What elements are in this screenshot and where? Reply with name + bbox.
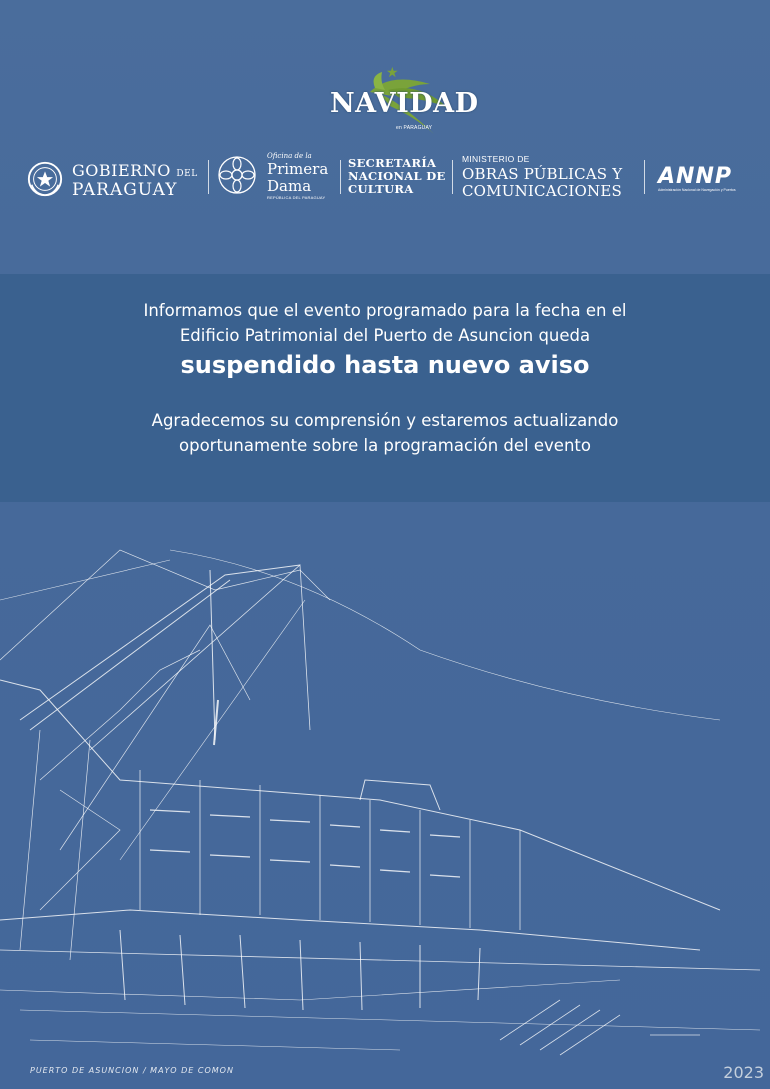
navidad-wordmark: NAVIDAD <box>330 88 479 119</box>
primera-dama-line4: REPÚBLICA DEL PARAGUAY <box>267 195 326 200</box>
gobierno-line2: PARAGUAY <box>72 180 178 200</box>
logo-divider <box>340 160 341 194</box>
logo-divider <box>452 160 453 194</box>
notice-line1: Informamos que el evento programado para la fecha en el <box>143 301 627 320</box>
primera-dama-logo <box>217 150 337 204</box>
gobierno-logo <box>24 156 204 198</box>
port-building-sketch <box>0 530 770 1089</box>
gobierno-line1: GOBIERNO DEL <box>72 161 198 180</box>
notice-line2: Edificio Patrimonial del Puerto de Asuncion queda <box>179 326 591 345</box>
secretaria-line2: NACIONAL DE <box>348 169 446 183</box>
notice-line3: Agradecemos su comprensión y estaremos actualizando <box>151 411 619 430</box>
logo-divider <box>644 160 645 194</box>
mopc-line1: MINISTERIO DE <box>462 154 530 164</box>
secretaria-cultura-logo <box>348 157 458 199</box>
annp-subtitle: Administración Nacional de Navegación y Puertos <box>658 188 736 192</box>
annp-wordmark: ANNP <box>658 164 732 189</box>
notice-closing <box>0 408 770 458</box>
institution-logos <box>24 150 746 204</box>
secretaria-line3: CULTURA <box>348 182 414 196</box>
annp-logo <box>654 160 744 194</box>
star-icon: ★ <box>386 64 399 80</box>
logo-divider <box>208 160 209 194</box>
mopc-line2: OBRAS PÚBLICAS Y <box>462 165 623 183</box>
national-seal-icon <box>26 160 64 198</box>
mopc-logo <box>462 154 642 200</box>
navidad-subtitle: en PARAGUAY <box>396 125 433 131</box>
mopc-line3: COMUNICACIONES <box>462 182 622 200</box>
secretaria-line1: SECRETARÍA <box>348 156 437 170</box>
navidad-logo <box>330 62 479 140</box>
notice-line4: oportunamente sobre la programación del evento <box>179 436 591 455</box>
notice-intro <box>0 298 770 348</box>
primera-dama-line3: Dama <box>267 177 312 195</box>
notice-band <box>0 274 770 502</box>
primera-dama-line1: Oficina de la <box>267 152 312 160</box>
sketch-signature: PUERTO DE ASUNCION / MAYO DE COMON <box>30 1066 234 1075</box>
year-label: 2023 <box>723 1063 764 1082</box>
notice-headline: suspendido hasta nuevo aviso <box>180 351 590 379</box>
primera-dama-line2: Primera <box>267 160 329 178</box>
ornament-icon <box>217 155 257 195</box>
